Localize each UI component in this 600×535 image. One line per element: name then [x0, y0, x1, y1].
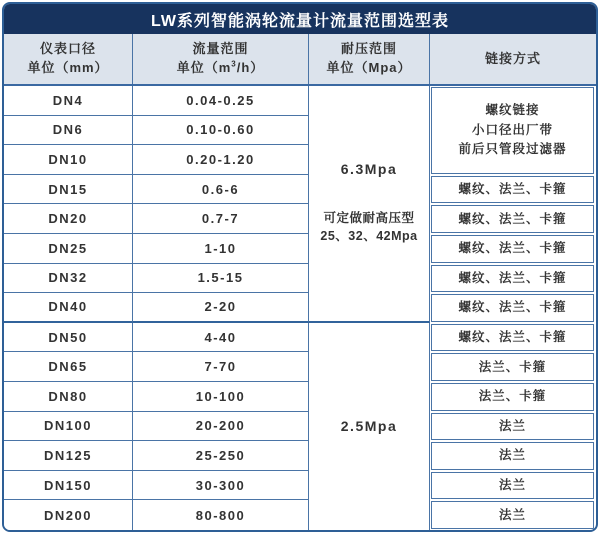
diameter-cell: DN200: [4, 500, 133, 530]
flow-range-cell: 1.5-15: [133, 264, 309, 294]
connection-cell: 螺纹、法兰、卡箍: [430, 204, 596, 234]
header-flow-line1: 流量范围: [192, 41, 249, 57]
flow-range-cell: 0.7-7: [133, 204, 309, 234]
diameter-cell: DN15: [4, 175, 133, 205]
diameter-cell: DN50: [4, 323, 133, 353]
connection-cell: 螺纹、法兰、卡箍: [430, 323, 596, 353]
flow-range-cell: 4-40: [133, 323, 309, 353]
diameter-cell: DN25: [4, 234, 133, 264]
flow-range-cell: 0.10-0.60: [133, 116, 309, 146]
selection-table-card: [2, 2, 598, 532]
connection-cell: 螺纹、法兰、卡箍: [430, 175, 596, 205]
flow-range-cell: 25-250: [133, 441, 309, 471]
header-diameter-line2: 单位（mm）: [27, 60, 109, 75]
header-connection: 链接方式: [484, 50, 541, 66]
flow-range-cell: 1-10: [133, 234, 309, 264]
flow-range-cell: 0.6-6: [133, 175, 309, 205]
flow-range-cell: 20-200: [133, 412, 309, 442]
diameter-cell: DN80: [4, 382, 133, 412]
diameter-cell: DN10: [4, 145, 133, 175]
diameter-cell: DN20: [4, 204, 133, 234]
connection-cell: 螺纹、法兰、卡箍: [430, 234, 596, 264]
flow-range-cell: 10-100: [133, 382, 309, 412]
connection-merged-text: 螺纹链接 小口径出厂带 前后只管段过滤器: [431, 87, 594, 174]
flow-range-cell: 0.20-1.20: [133, 145, 309, 175]
connection-cell: 法兰: [430, 412, 596, 442]
pressure-note: 可定做耐高压型 25、32、42Mpa: [320, 211, 418, 244]
connection-cell-merged: [430, 86, 596, 175]
diameter-cell: DN100: [4, 412, 133, 442]
header-flow-line2: 单位$(m^3/h)$: [176, 59, 265, 75]
header-diameter-line1: 仪表口径: [39, 41, 96, 57]
connection-cell: 法兰: [430, 471, 596, 501]
connection-cell: 螺纹、法兰、卡箍: [430, 264, 596, 294]
flow-range-cell: 80-800: [133, 500, 309, 530]
header-pressure: [309, 34, 430, 84]
pressure-value: 6.3Mpa: [340, 161, 398, 178]
header-pressure-line1: 耐压范围: [340, 41, 397, 57]
pressure-cell-high: [309, 86, 430, 323]
diameter-cell: DN150: [4, 471, 133, 501]
diameter-cell: DN40: [4, 293, 133, 323]
table-header: [4, 34, 596, 86]
flow-range-cell: 30-300: [133, 471, 309, 501]
table-body: [4, 86, 596, 530]
connection-cell: 法兰: [430, 500, 596, 530]
header-pressure-line2: 单位（Mpa）: [326, 60, 412, 75]
pressure-value: 2.5Mpa: [340, 418, 398, 435]
diameter-cell: DN4: [4, 86, 133, 116]
header-flow: [133, 34, 309, 84]
connection-cell: 法兰: [430, 441, 596, 471]
diameter-cell: DN125: [4, 441, 133, 471]
flow-range-cell: 7-70: [133, 352, 309, 382]
header-diameter: [4, 34, 133, 84]
diameter-cell: DN65: [4, 352, 133, 382]
pressure-cell-low: [309, 323, 430, 530]
table-title: LW系列智能涡轮流量计流量范围选型表: [4, 4, 596, 34]
flow-range-cell: 0.04-0.25: [133, 86, 309, 116]
diameter-cell: DN6: [4, 116, 133, 146]
diameter-cell: DN32: [4, 264, 133, 294]
flow-range-cell: 2-20: [133, 293, 309, 323]
connection-cell: 法兰、卡箍: [430, 352, 596, 382]
connection-cell: 法兰、卡箍: [430, 382, 596, 412]
connection-cell: 螺纹、法兰、卡箍: [430, 293, 596, 323]
